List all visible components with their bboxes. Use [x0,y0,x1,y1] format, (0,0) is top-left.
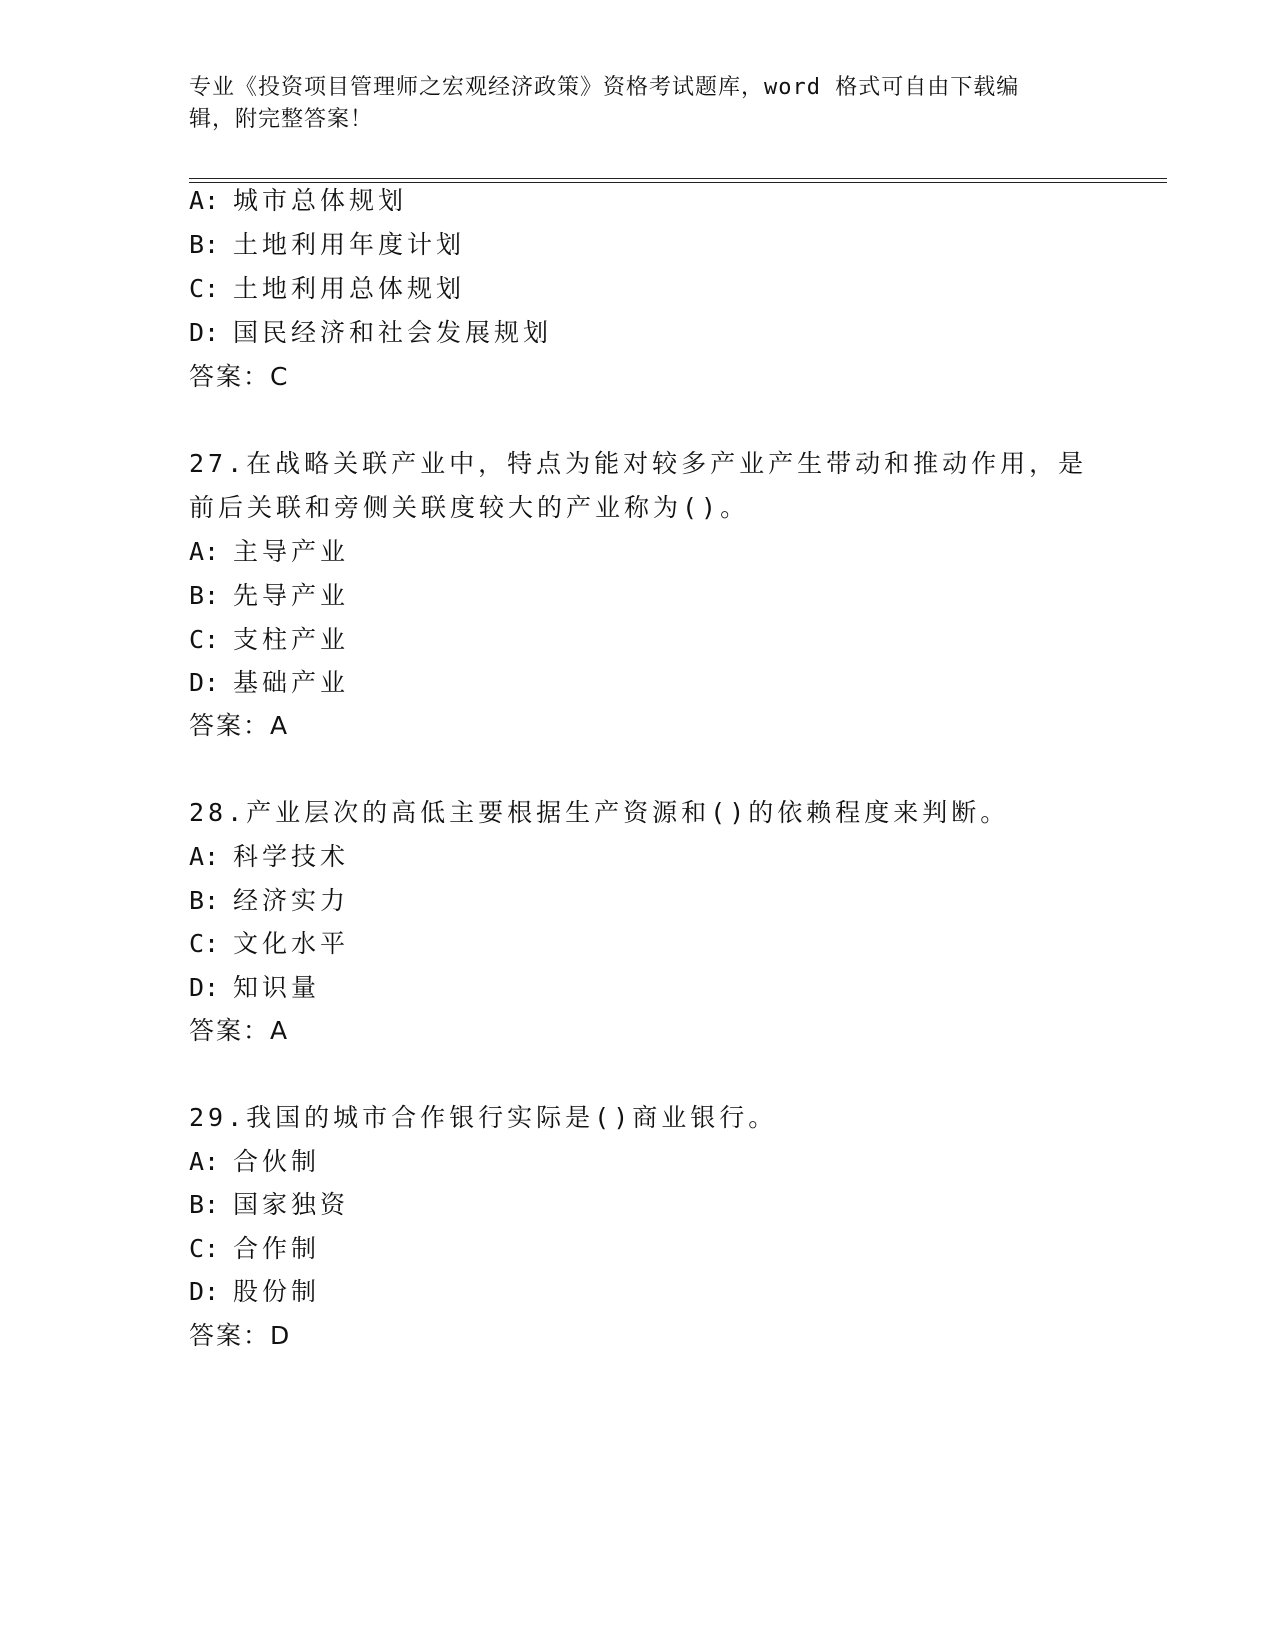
option-letter: A: [189,842,220,871]
option-letter: C: [189,929,220,958]
q26-option-c [189,272,465,306]
option-letter: D: [189,973,220,1002]
q27-answer: 答案：A [189,711,290,740]
option-text: 土地利用年度计划 [233,230,466,259]
q26-option-b [189,228,465,262]
option-text: 合作制 [233,1234,321,1263]
q29-option-c [189,1232,320,1266]
q29-answer: 答案：D [189,1321,292,1350]
option-text: 国家独资 [233,1190,350,1219]
q28-option-c [189,927,349,961]
option-text: 国民经济和社会发展规划 [233,318,553,347]
option-text: 合伙制 [233,1147,321,1176]
option-letter: B: [189,886,220,915]
option-letter: B: [189,581,220,610]
q27-option-c [189,623,349,657]
option-letter: A: [189,1147,220,1176]
q27-option-d [189,666,349,700]
header-line-1: 专业《投资项目管理师之宏观经济政策》资格考试题库，word 格式可自由下载编 [189,75,1020,100]
option-letter: C: [189,625,220,654]
q26-option-d [189,316,552,350]
header-divider [189,178,1167,183]
q29-option-d [189,1275,320,1309]
option-letter: C: [189,274,220,303]
q28-answer: 答案：A [189,1016,290,1045]
document-header [189,72,1089,136]
q27-option-a [189,535,349,569]
option-letter: B: [189,1190,220,1219]
option-letter: B: [189,230,220,259]
option-letter: D: [189,1277,220,1306]
option-text: 股份制 [233,1277,321,1306]
option-letter: D: [189,668,220,697]
option-letter: D: [189,318,220,347]
q26-option-a [189,184,407,218]
option-text: 科学技术 [233,842,350,871]
option-letter: C: [189,1234,220,1263]
option-text: 基础产业 [233,668,350,697]
option-letter: A: [189,537,220,566]
q28-stem-line-1: 28.产业层次的高低主要根据生产资源和()的依赖程度来判断。 [189,798,1010,827]
option-text: 城市总体规划 [233,186,408,215]
q27-stem-line-1: 27.在战略关联产业中，特点为能对较多产业产生带动和推动作用，是 [189,449,1088,478]
q29-option-b [189,1188,349,1222]
q28-option-d [189,971,320,1005]
option-text: 知识量 [233,973,321,1002]
q27-stem-line-2: 前后关联和旁侧关联度较大的产业称为()。 [189,493,750,522]
q27-option-b [189,579,349,613]
option-text: 土地利用总体规划 [233,274,466,303]
q28-option-a [189,840,349,874]
option-text: 主导产业 [233,537,350,566]
q26-answer: 答案：C [189,362,290,391]
option-text: 经济实力 [233,886,350,915]
option-text: 支柱产业 [233,625,350,654]
option-letter: A: [189,186,220,215]
option-text: 文化水平 [233,929,350,958]
header-line-2: 辑，附完整答案！ [189,107,374,132]
q29-stem-line-1: 29.我国的城市合作银行实际是()商业银行。 [189,1103,778,1132]
option-text: 先导产业 [233,581,350,610]
q28-option-b [189,884,349,918]
q29-option-a [189,1145,320,1179]
